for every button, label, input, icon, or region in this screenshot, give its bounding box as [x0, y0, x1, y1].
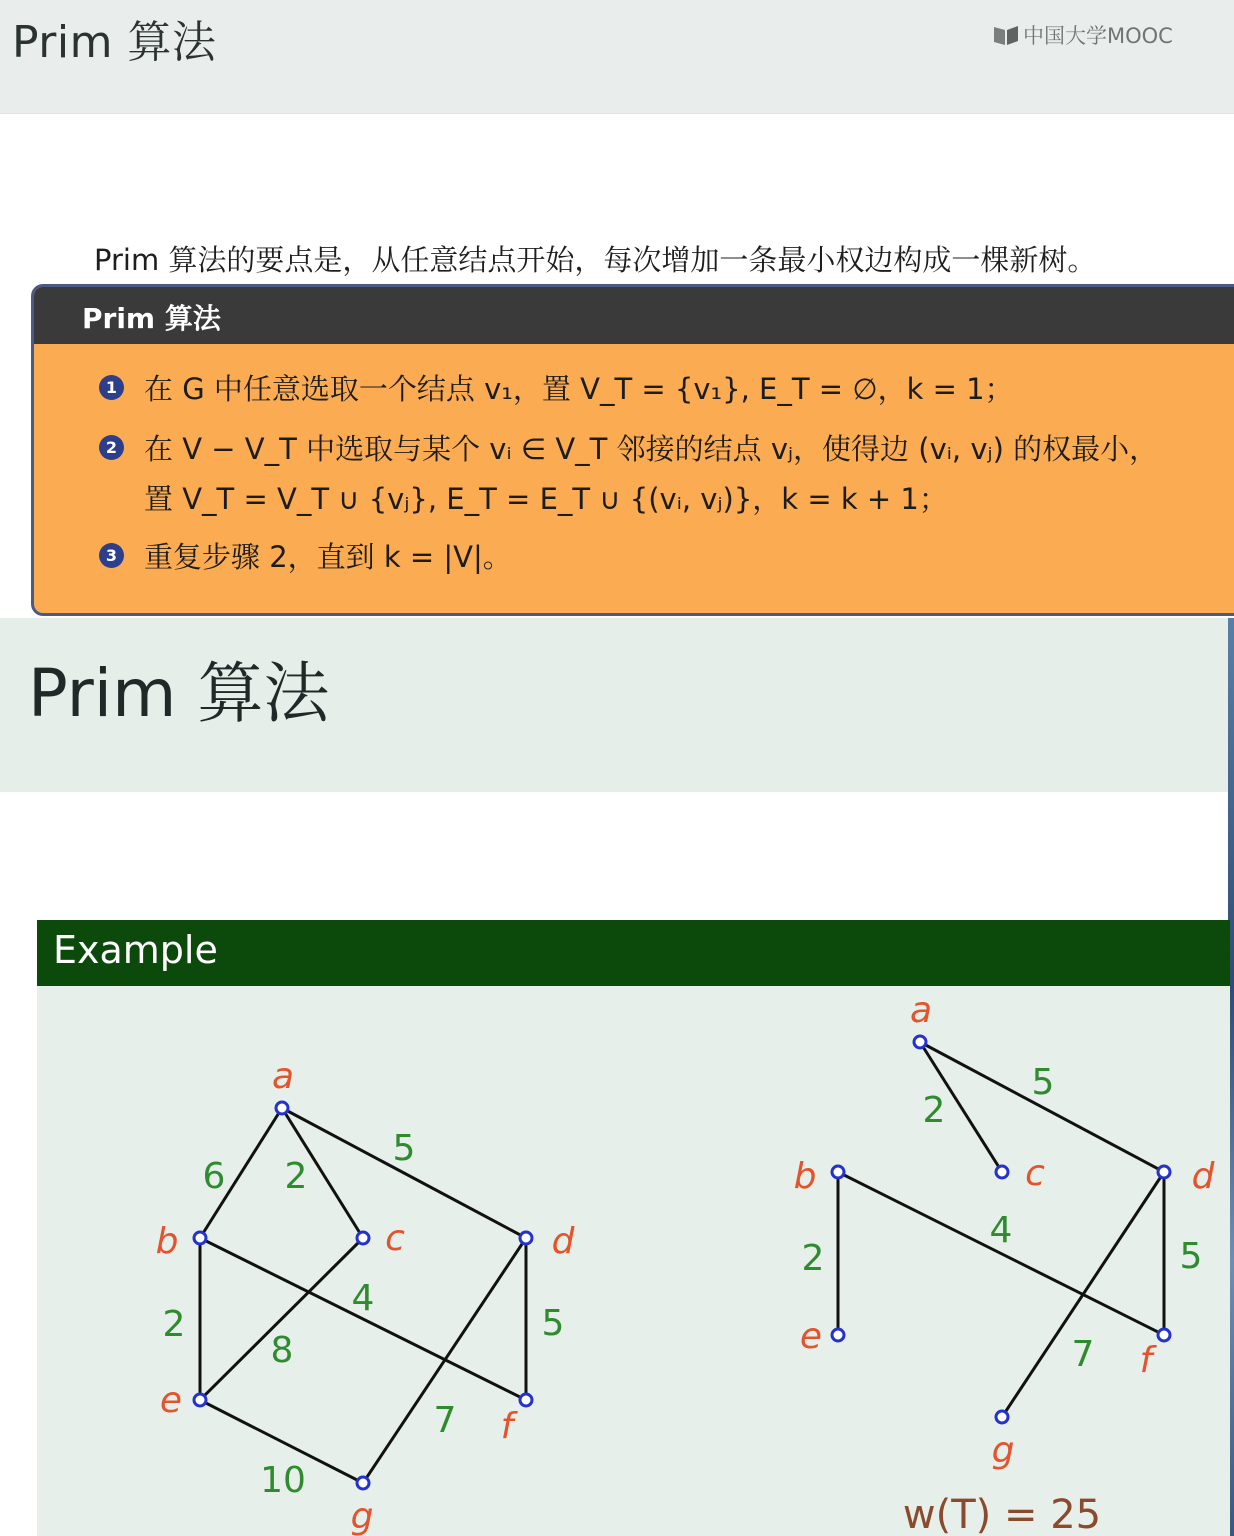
tree-weight-label-b-f: 4: [989, 1210, 1013, 1251]
slide-prim-example: [0, 618, 1234, 1536]
tree-weight-label-d-g: 7: [1071, 1334, 1095, 1375]
tree-node-g: [996, 1411, 1008, 1423]
algorithm-block-title: Prim 算法: [82, 302, 221, 335]
graph-figure: [37, 920, 1230, 1536]
graph-weight-label-d-g: 7: [433, 1400, 457, 1441]
graph-node-label-c: c: [385, 1218, 405, 1259]
step-1-text: 在 G 中任意选取一个结点 v₁，置 V_T = {v₁}, E_T = ∅，k = 1；: [144, 372, 1014, 406]
tree-total-weight: w(T) = 25: [902, 1492, 1102, 1536]
graph-node-label-e: e: [159, 1380, 183, 1421]
tree-node-label-b: b: [793, 1156, 817, 1197]
tree-node-label-g: g: [991, 1430, 1015, 1471]
slide-title: Prim 算法: [12, 17, 217, 68]
graph-weight-label-b-f: 4: [351, 1278, 375, 1319]
example-title: Example: [53, 928, 218, 972]
tree-weight-label-b-e: 2: [801, 1238, 825, 1279]
step-number-2: 2: [99, 435, 124, 460]
tree-node-label-d: d: [1191, 1156, 1215, 1197]
graph-edge-b-f: [200, 1238, 526, 1400]
graph-node-label-b: b: [155, 1221, 179, 1262]
tree-weight-label-d-f: 5: [1179, 1236, 1203, 1277]
step-number-1: 1: [99, 375, 124, 400]
graph-node-g: [357, 1477, 369, 1489]
graph-weight-label-a-d: 5: [392, 1128, 416, 1169]
graph-edge-c-e: [200, 1238, 363, 1400]
step-3-text: 重复步骤 2，直到 k = |V|。: [144, 540, 512, 574]
graph-node-b: [194, 1232, 206, 1244]
tree-node-f: [1158, 1329, 1170, 1341]
algorithm-block: [31, 284, 1234, 616]
tree-node-label-c: c: [1025, 1153, 1045, 1194]
tree-node-label-f: f: [1139, 1340, 1153, 1381]
slide-title: Prim 算法: [28, 655, 330, 732]
slide-header: [0, 618, 1230, 792]
example-block: [37, 920, 1230, 1536]
graph-node-label-g: g: [350, 1496, 374, 1536]
graph-node-d: [520, 1232, 532, 1244]
tree-node-b: [832, 1166, 844, 1178]
graph-weight-label-a-c: 2: [284, 1156, 308, 1197]
step-2-text: 在 V − V_T 中选取与某个 vᵢ ∈ V_T 邻接的结点 vⱼ，使得边 (vᵢ, vⱼ) 的权最小，: [144, 432, 1159, 466]
graph-node-label-d: d: [551, 1221, 575, 1262]
graph-node-label-f: f: [500, 1406, 514, 1447]
logo-text: 中国大学MOOC: [1023, 24, 1173, 48]
tree-node-label-a: a: [909, 990, 933, 1031]
algorithm-block-header: [34, 287, 1234, 344]
graph-weight-label-b-e: 2: [162, 1304, 186, 1345]
step-number-3: 3: [99, 543, 124, 568]
tree-weight-label-a-d: 5: [1031, 1062, 1055, 1103]
tree-node-e: [832, 1329, 844, 1341]
tree-node-label-e: e: [799, 1316, 823, 1357]
tree-node-a: [914, 1036, 926, 1048]
graph-node-label-a: a: [271, 1056, 295, 1097]
graph-node-e: [194, 1394, 206, 1406]
graph-weight-label-d-f: 5: [541, 1303, 565, 1344]
slide-header: [0, 0, 1234, 114]
book-icon: [993, 24, 1019, 46]
tree-weight-label-a-c: 2: [922, 1090, 946, 1131]
graph-node-a: [276, 1102, 288, 1114]
graph-node-f: [520, 1394, 532, 1406]
mooc-logo: [993, 22, 1173, 48]
tree-node-c: [996, 1166, 1008, 1178]
slide-prim-algorithm: [0, 0, 1234, 616]
graph-weight-label-c-e: 8: [270, 1330, 294, 1371]
graph-weight-label-a-b: 6: [202, 1156, 226, 1197]
graph-node-c: [357, 1232, 369, 1244]
graph-weight-label-e-g: 10: [260, 1460, 306, 1501]
intro-text: Prim 算法的要点是，从任意结点开始，每次增加一条最小权边构成一棵新树。: [94, 243, 1097, 277]
tree-node-d: [1158, 1166, 1170, 1178]
step-2-text-continued: 置 V_T = V_T ∪ {vⱼ}, E_T = E_T ∪ {(vᵢ, vⱼ)}，k = k + 1；: [144, 482, 948, 516]
tree-edge-b-f: [838, 1172, 1164, 1335]
